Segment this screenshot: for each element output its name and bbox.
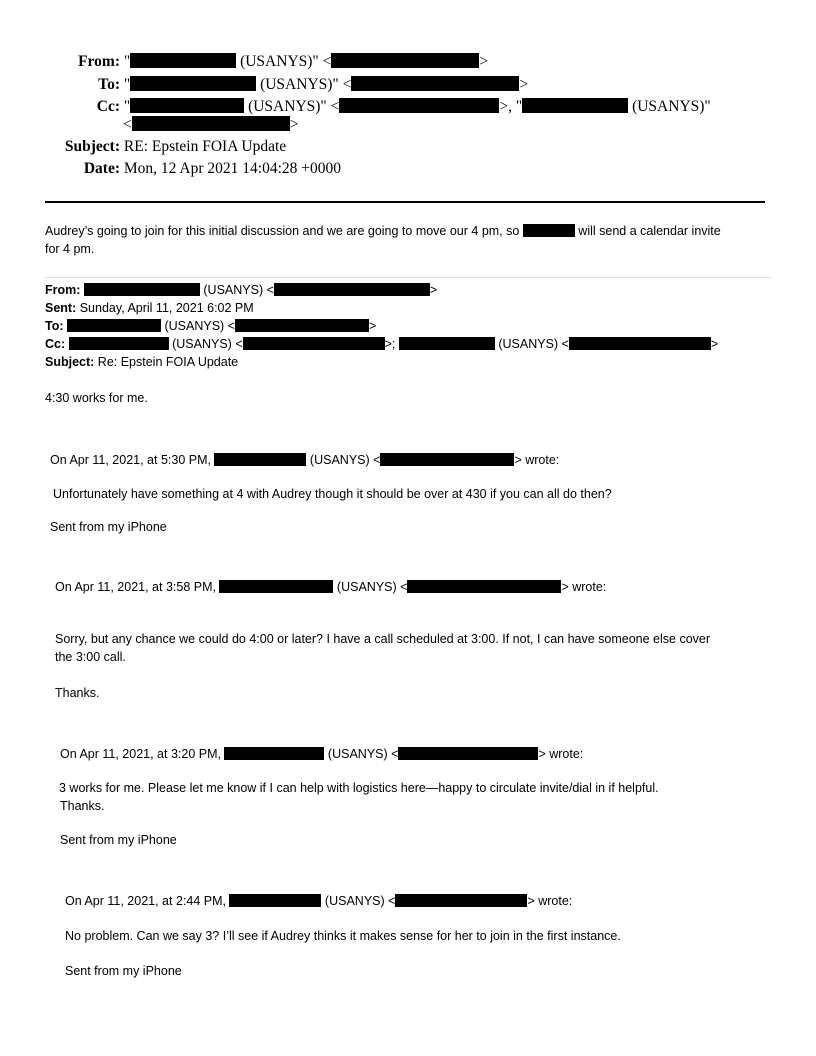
thread2-signoff: Thanks. [55, 686, 100, 700]
quoted-cc-row [45, 335, 718, 353]
redaction-box [235, 319, 369, 332]
thread2-attrib-pre: On Apr 11, 2021, at 3:58 PM, [55, 580, 220, 594]
header-date-label: Date: [83, 160, 120, 177]
thread1-attrib-mid: (USANYS) < [306, 453, 381, 467]
header-cc-mid2: >, " [499, 98, 523, 115]
header-from-quote: " [123, 53, 131, 70]
header-cc-mid3: (USANYS)" [628, 98, 711, 115]
thread4-attrib-mid: (USANYS) < [321, 894, 396, 908]
header-cc-label: Cc: [96, 98, 120, 115]
message2-text: 4:30 works for me. [45, 391, 148, 405]
header-to-mid: (USANYS)" < [256, 76, 352, 93]
quoted-to-mid: (USANYS) < [161, 319, 235, 333]
redaction-box [84, 283, 200, 296]
redaction-box [522, 98, 628, 113]
header-from-post: > [479, 53, 489, 70]
quoted-to-post: > [368, 319, 377, 333]
header-cc-line2-pre: < [123, 116, 132, 133]
redaction-box [130, 98, 244, 113]
header-subject-value: RE: Epstein FOIA Update [123, 138, 287, 155]
thread2-body-line1: Sorry, but any chance we could do 4:00 or later? I have a call scheduled at 3:00. If not, I can have someone else cover [55, 632, 711, 646]
thread2-attrib-mid: (USANYS) < [333, 580, 408, 594]
header-from-label: From: [78, 53, 120, 70]
header-to-label: To: [98, 76, 120, 93]
redaction-box [130, 76, 256, 91]
quoted-cc-mid: (USANYS) < [168, 337, 243, 351]
thread1-attribution [50, 451, 559, 469]
header-cc-row-2 [123, 116, 299, 134]
redaction-box [339, 98, 499, 113]
message1-text-cont: will send a calendar invite [574, 224, 721, 238]
redaction-box [67, 319, 161, 332]
quoted-sent-label: Sent: [45, 301, 77, 315]
quoted-subject-value: Re: Epstein FOIA Update [94, 355, 239, 369]
header-cc-quote: " [123, 98, 131, 115]
redaction-box [569, 337, 711, 350]
quoted-sent-value: Sunday, April 11, 2021 6:02 PM [76, 301, 254, 315]
message1-text: Audrey’s going to join for this initial discussion and we are going to move our 4 pm, so [45, 224, 523, 238]
thread3-body-line2: Thanks. [60, 799, 105, 813]
quoted-to-row [45, 317, 376, 335]
redaction-box [395, 894, 527, 907]
quoted-subject-label: Subject: [45, 355, 95, 369]
quoted-from-mid: (USANYS) < [199, 283, 274, 297]
header-from-row [45, 53, 488, 71]
redaction-box [331, 53, 479, 68]
header-to-quote: " [123, 76, 131, 93]
redaction-box [224, 747, 324, 760]
redaction-box [380, 453, 514, 466]
header-cc-line2-post: > [289, 116, 299, 133]
thread4-body: No problem. Can we say 3? I’ll see if Audrey thinks it makes sense for her to join in the first instance. [65, 929, 621, 943]
redaction-box [351, 76, 519, 91]
thread4-attrib-post: > wrote: [527, 894, 573, 908]
quoted-cc-mid2: >; [384, 337, 399, 351]
thread3-attribution [60, 745, 583, 763]
thread1-body: Unfortunately have something at 4 with Audrey though it should be over at 430 if you can all do then? [53, 487, 612, 501]
thread2-body-line2: the 3:00 call. [55, 650, 126, 664]
quoted-from-row [45, 281, 437, 299]
thread3-attrib-mid: (USANYS) < [324, 747, 399, 761]
redaction-box [407, 580, 561, 593]
header-from-mid: (USANYS)" < [236, 53, 332, 70]
header-cc-mid: (USANYS)" < [244, 98, 340, 115]
quoted-to-label: To: [45, 319, 64, 333]
thread2-attribution [55, 578, 606, 596]
redaction-box [229, 894, 321, 907]
header-date-row [45, 160, 341, 178]
redaction-box [214, 453, 306, 466]
thread1-attrib-post: > wrote: [514, 453, 560, 467]
header-to-row [45, 76, 528, 94]
thread3-attrib-pre: On Apr 11, 2021, at 3:20 PM, [60, 747, 225, 761]
quoted-cc-mid3: (USANYS) < [494, 337, 569, 351]
thread4-attrib-pre: On Apr 11, 2021, at 2:44 PM, [65, 894, 230, 908]
header-cc-row [45, 98, 711, 116]
header-to-post: > [519, 76, 529, 93]
redaction-box [132, 116, 290, 131]
redaction-box [69, 337, 169, 350]
redaction-box [398, 747, 538, 760]
quoted-cc-post: > [710, 337, 719, 351]
quoted-from-label: From: [45, 283, 81, 297]
redaction-box [243, 337, 385, 350]
header-subject-label: Subject: [64, 138, 120, 155]
header-divider [45, 201, 765, 203]
quoted-sent-row [45, 299, 254, 317]
redaction-box [274, 283, 430, 296]
thread3-body-line1: 3 works for me. Please let me know if I can help with logistics here—happy to circulate invite/dial in if helpful. [59, 781, 659, 795]
quoted-cc-label: Cc: [45, 337, 66, 351]
header-date-value: Mon, 12 Apr 2021 14:04:28 +0000 [123, 160, 342, 177]
quote-divider [45, 277, 771, 278]
thread1-signature: Sent from my iPhone [50, 520, 167, 534]
thread3-attrib-post: > wrote: [538, 747, 584, 761]
thread2-attrib-post: > wrote: [561, 580, 607, 594]
redaction-box [399, 337, 495, 350]
redaction-box [523, 224, 575, 237]
quoted-from-post: > [429, 283, 438, 297]
quoted-subject-row [45, 353, 238, 371]
redaction-box [130, 53, 236, 68]
header-subject-row [45, 138, 286, 156]
message1-line1 [45, 222, 721, 240]
thread1-attrib-pre: On Apr 11, 2021, at 5:30 PM, [50, 453, 215, 467]
thread4-signature: Sent from my iPhone [65, 964, 182, 978]
message1-line2: for 4 pm. [45, 242, 95, 256]
thread4-attribution [65, 892, 572, 910]
redaction-box [219, 580, 333, 593]
thread3-signature: Sent from my iPhone [60, 833, 177, 847]
